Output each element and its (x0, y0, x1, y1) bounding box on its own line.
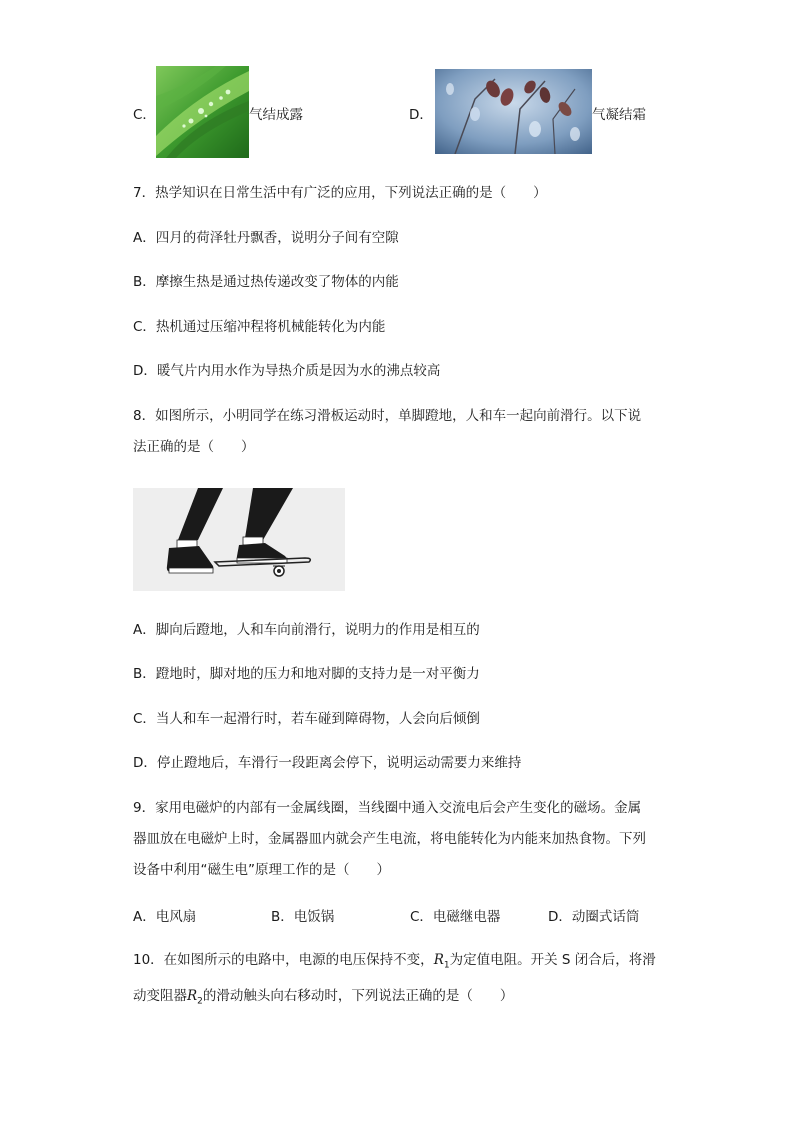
q10-stem-line1 (133, 950, 656, 976)
q10-line1-text-b: 为定值电阻。开关 S 闭合后，将滑 (449, 952, 656, 968)
q6-option-c-letter: C． (133, 107, 156, 123)
q9-option-b: B．电饭锅 (271, 909, 335, 925)
q8-option-a: A．脚向后蹬地，人和车向前滑行，说明力的作用是相互的 (133, 622, 480, 638)
q6-option-d-letter: D． (409, 107, 433, 123)
q8-option-d: D．停止蹬地后，车滑行一段距离会停下，说明运动需要力来维持 (133, 755, 522, 771)
frost-on-leaves-image (435, 69, 592, 154)
r2-symbol: R (187, 988, 198, 1004)
r2-subscript: 2 (197, 996, 203, 1007)
q9-option-a: A．电风扇 (133, 909, 197, 925)
q7-stem: 7．热学知识在日常生活中有广泛的应用，下列说法正确的是（ ） (133, 185, 547, 201)
q9-option-d: D．动圈式话筒 (548, 909, 640, 925)
q9-stem-line3: 设备中利用“磁生电”原理工作的是（ ） (133, 862, 390, 878)
q9-stem-line2: 器皿放在电磁炉上时，金属器皿内就会产生电流，将电能转化为内能来加热食物。下列 (133, 831, 646, 847)
q7-option-b: B．摩擦生热是通过热传递改变了物体的内能 (133, 274, 399, 290)
q10-stem-line2 (133, 986, 513, 1012)
q9-stem-line1: 9．家用电磁炉的内部有一金属线圈，当线圈中通入交流电后会产生变化的磁场。金属 (133, 800, 642, 816)
q8-option-c: C．当人和车一起滑行时，若车碰到障碍物，人会向后倾倒 (133, 711, 480, 727)
q8-option-b: B．蹬地时，脚对地的压力和地对脚的支持力是一对平衡力 (133, 666, 480, 682)
q9-option-c: C．电磁继电器 (410, 909, 501, 925)
q10-line2-text-b: 的滑动触头向右移动时，下列说法正确的是（ ） (202, 988, 514, 1004)
skateboard-figure (133, 488, 345, 591)
q8-stem-line1: 8．如图所示，小明同学在练习滑板运动时，单脚蹬地，人和车一起向前滑行。以下说 (133, 408, 642, 424)
r1-symbol: R (433, 952, 444, 968)
q7-option-c: C．热机通过压缩冲程将机械能转化为内能 (133, 319, 386, 335)
q6-option-c-caption: 气结成露 (249, 107, 303, 123)
q6-option-d-caption: 气凝结霜 (592, 107, 646, 123)
q10-line2-text-a: 动变阻器 (133, 988, 187, 1004)
q7-option-d: D．暖气片内用水作为导热介质是因为水的沸点较高 (133, 363, 441, 379)
q10-line1-text-a: 10．在如图所示的电路中，电源的电压保持不变， (133, 952, 434, 968)
dew-on-grass-image (156, 66, 249, 158)
r1-subscript: 1 (443, 960, 450, 971)
q7-option-a: A．四月的荷泽牡丹飘香，说明分子间有空隙 (133, 230, 399, 246)
q8-stem-line2: 法正确的是（ ） (133, 439, 255, 455)
